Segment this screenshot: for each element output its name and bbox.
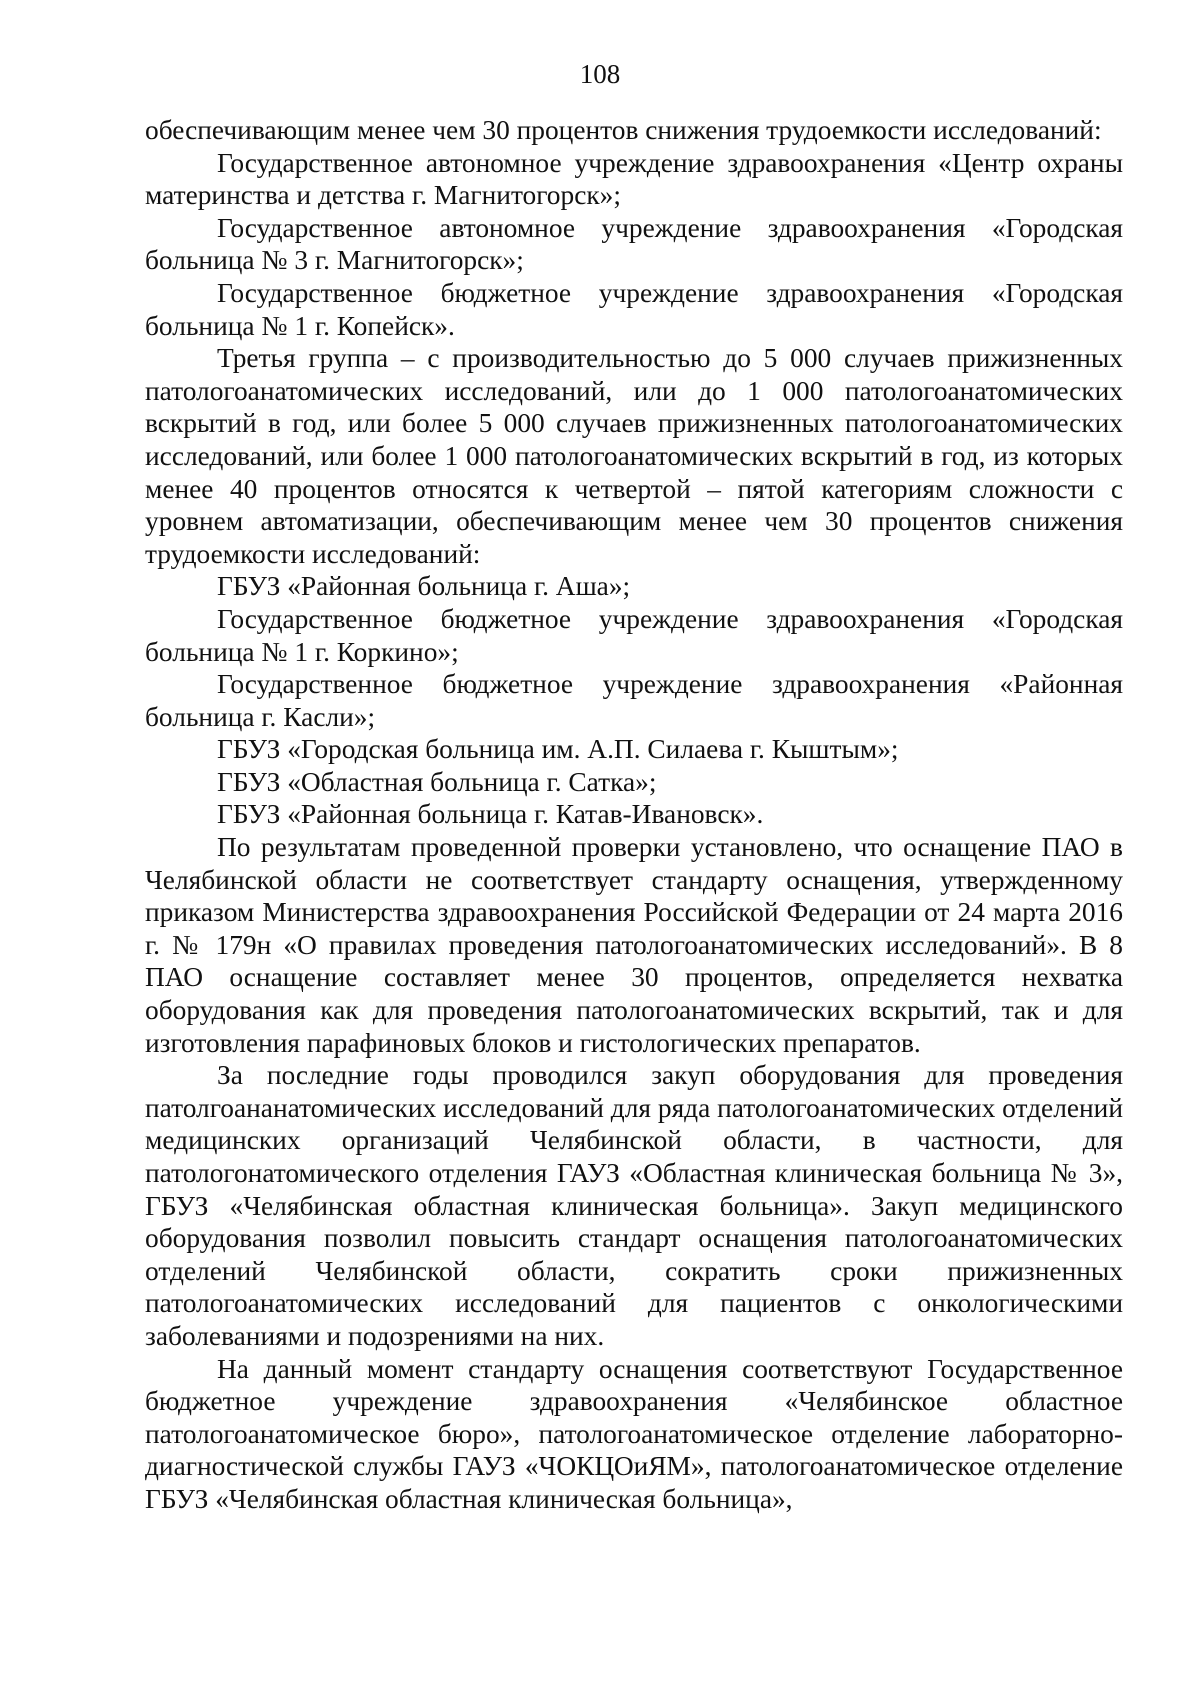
list-item: Государственное бюджетное учреждение здравоохранения «Городская больница № 1 г. Коркино»; [145,603,1123,667]
list-item: ГБУЗ «Городская больница им. А.П. Силаева г. Кыштым»; [217,734,899,765]
list-item: ГБУЗ «Районная больница г. Аша»; [217,571,631,602]
paragraph: обеспечивающим менее чем 30 процентов снижения трудоемкости исследований: [145,115,1102,145]
paragraph: По результатам проведенной проверки установлено, что оснащение ПАО в Челябинской области не соответствует стандарту оснащения, утвержденному приказом Министерства здравоохранения Российской Федерации от 24 марта 2016 г. № 179н «О правилах проведения патологоанатомических исследований». В 8 ПАО оснащение составляет менее 30 процентов, определяется нехватка оборудования как для проведения патологоанатомических вскрытий, так и для изготовления парафиновых блоков и гистологических препаратов. [145,832,1123,1058]
paragraph: На данный момент стандарту оснащения соответствуют Государственное бюджетное учреждение здравоохранения «Челябинское областное патологоанатомическое бюро», патологоанатомическое отделение лабораторно-диагностической службы ГАУЗ «ЧОКЦОиЯМ», патологоанатомическое отделение ГБУЗ «Челябинская областная клиническая больница», [145,1353,1123,1514]
list-item: ГБУЗ «Районная больница г. Катав-Ивановск». [217,799,764,830]
paragraph: Государственное автономное учреждение здравоохранения «Центр охраны материнства и детства г. Магнитогорск»; [145,147,1123,211]
paragraph: Государственное бюджетное учреждение здравоохранения «Городская больница № 1 г. Копейск». [145,277,1123,341]
paragraph: Государственное автономное учреждение здравоохранения «Городская больница № 3 г. Магнитогорск»; [145,212,1123,276]
paragraph: Третья группа – с производительностью до 5 000 случаев прижизненных патологоанатомических исследований, или до 1 000 патологоанатомических вскрытий в год, или более 5 000 случаев прижизненных патологоанатомических исследований, или более 1 000 патологоанатомических вскрытий в год, из которых менее 40 процентов относятся к четвертой – пятой категориям сложности с уровнем автоматизации, обеспечивающим менее чем 30 процентов снижения трудоемкости исследований: [145,343,1123,569]
list-item: Государственное бюджетное учреждение здравоохранения «Районная больница г. Касли»; [145,669,1123,732]
paragraph: За последние годы проводился закуп оборудования для проведения патолгоананатомических исследований для ряда патологоанатомических отделений медицинских организаций Челябинской области, в частности, для патологонатомического отделения ГАУЗ «Областная клиническая больница № 3», ГБУЗ «Челябинская областная клиническая больница». Закуп медицинского оборудования позволил повысить стандарт оснащения патологоанатомических отделений Челябинской области, сократить сроки прижизненных патологоанатомических исследований для пациентов с онкологическими заболеваниями и подозрениями на них. [145,1060,1123,1351]
page-number: 108 [579,59,621,89]
list-item: ГБУЗ «Областная больница г. Сатка»; [217,766,657,797]
document-body [145,114,1123,1516]
